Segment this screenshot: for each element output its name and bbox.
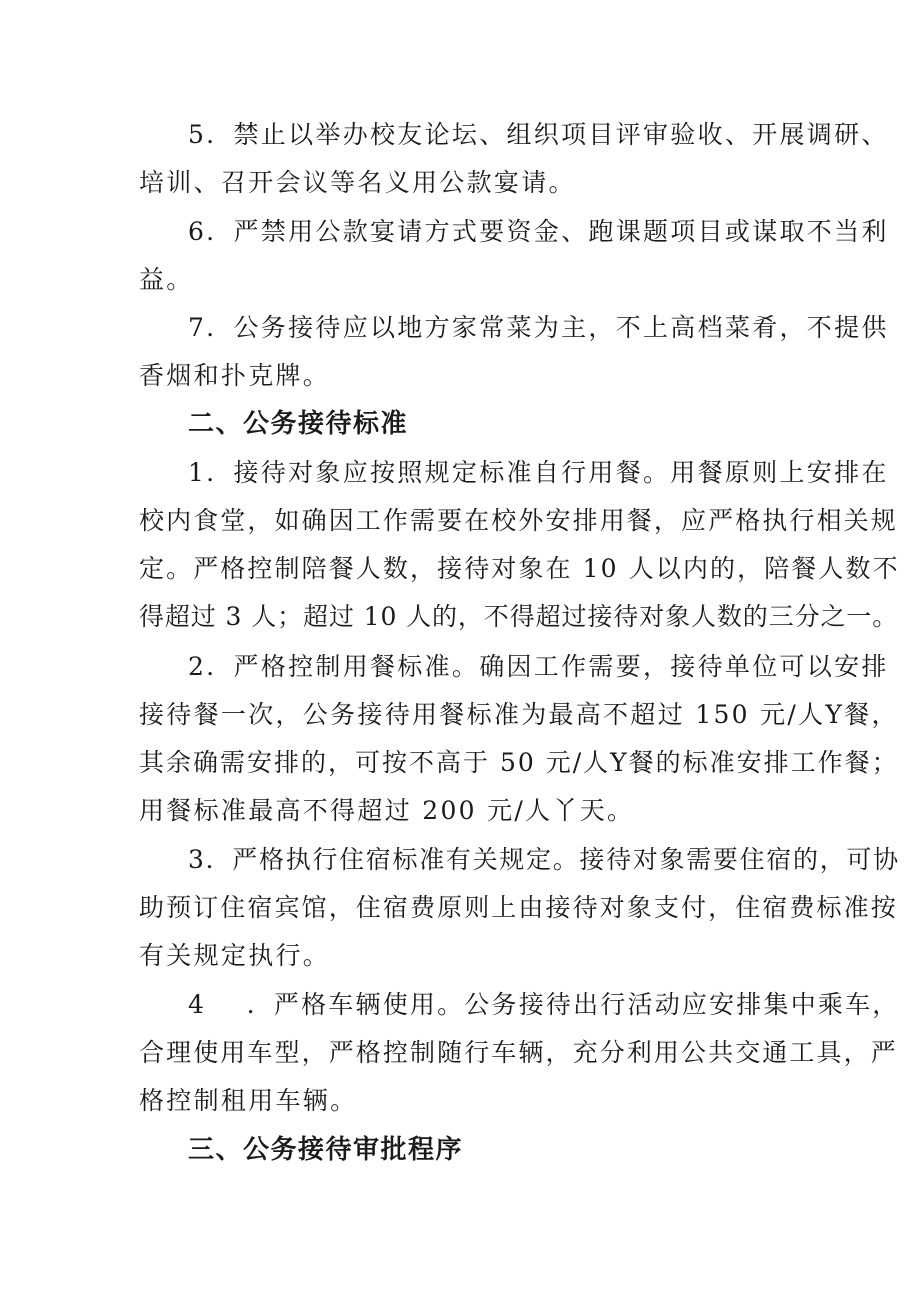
standard-4-line-3: 格控制租用车辆。 [139, 1086, 358, 1115]
standard-1-line-1: 1．接待对象应按照规定标准自行用餐。用餐原则上安排在 [188, 458, 889, 487]
standard-1-line-3: 定。严格控制陪餐人数，接待对象在 10 人以内的，陪餐人数不 [139, 554, 900, 583]
standard-2-line-4: 用餐标准最高不得超过 200 元/人丫天。 [139, 796, 635, 825]
standard-4-line-2: 合理使用车型，严格控制随行车辆，充分利用公共交通工具，严 [139, 1038, 898, 1067]
paragraph-7-line-2: 香烟和扑克牌。 [139, 361, 331, 390]
paragraph-6-line-2: 益。 [139, 265, 194, 294]
standard-4-line-1: 4 ．严格车辆使用。公务接待出行活动应安排集中乘车， [188, 990, 900, 1019]
standard-3-line-1: 3．严格执行住宿标准有关规定。接待对象需要住宿的，可协 [188, 845, 900, 874]
paragraph-5-line-2: 培训、召开会议等名义用公款宴请。 [139, 168, 576, 197]
standard-2-line-2: 接待餐一次，公务接待用餐标准为最高不超过 150 元/人Y餐， [139, 700, 899, 729]
section-heading-2: 二、公务接待标准 [188, 409, 409, 439]
standard-3-line-3: 有关规定执行。 [139, 941, 331, 970]
standard-1-line-4: 得超过 3 人；超过 10 人的，不得超过接待对象人数的三分之一。 [139, 602, 899, 631]
standard-1-line-2: 校内食堂，如确因工作需要在校外安排用餐，应严格执行相关规 [139, 506, 898, 535]
standard-2-line-1: 2．严格控制用餐标准。确因工作需要，接待单位可以安排 [188, 652, 889, 681]
paragraph-7-line-1: 7．公务接待应以地方家常菜为主，不上高档菜肴，不提供 [188, 313, 889, 342]
standard-2-line-3: 其余确需安排的，可按不高于 50 元/人Y餐的标准安排工作餐； [139, 748, 899, 777]
paragraph-6-line-1: 6．严禁用公款宴请方式要资金、跑课题项目或谋取不当利 [188, 217, 889, 246]
section-heading-3: 三、公务接待审批程序 [188, 1135, 464, 1165]
paragraph-5-line-1: 5．禁止以举办校友论坛、组织项目评审验收、开展调研、 [188, 120, 889, 149]
standard-3-line-2: 助预订住宿宾馆，住宿费原则上由接待对象支付，住宿费标准按 [139, 893, 898, 922]
